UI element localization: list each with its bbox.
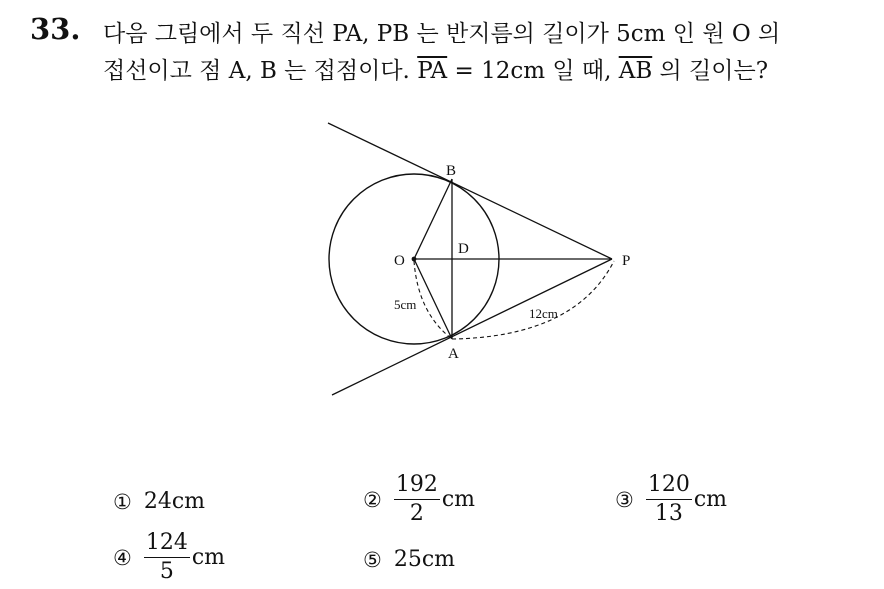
- choice-5-text: 25cm: [393, 547, 456, 572]
- label-a: A: [448, 346, 459, 362]
- radius-oa: [414, 259, 452, 339]
- choice-3[interactable]: [615, 472, 727, 527]
- center-point-o: [412, 257, 417, 262]
- choice-number-4: ④: [113, 545, 132, 570]
- question-line2-part-a: 접선이고 점 A, B 는 접점이다.: [103, 58, 418, 84]
- label-d: D: [458, 241, 469, 257]
- tangent-length-label: 12cm: [529, 306, 558, 321]
- question-number: 33.: [30, 12, 81, 46]
- choice-4-denominator: 5: [159, 559, 174, 584]
- label-b: B: [446, 163, 457, 179]
- question-line1-text: 다음 그림에서 두 직선 PA, PB 는 반지름의 길이가 5cm 인 원 O 의: [103, 21, 781, 47]
- choice-number-2: ②: [363, 487, 382, 512]
- question-text-line-1: [103, 15, 780, 48]
- choice-1[interactable]: [113, 489, 205, 514]
- choice-2-denominator: 2: [409, 501, 424, 526]
- question-line2-part-c: 의 길이는?: [652, 58, 769, 84]
- question-text-line-2: [103, 52, 768, 85]
- choice-number-5: ⑤: [363, 547, 382, 572]
- choice-number-1: ①: [113, 489, 132, 514]
- choice-2-unit: cm: [441, 487, 476, 512]
- dashed-arc-tangent: [452, 261, 614, 339]
- segment-ab: $\overline{AB}$: [618, 58, 653, 84]
- label-o: O: [394, 253, 405, 269]
- choice-2-fraction: [394, 472, 440, 527]
- choice-3-fraction: [646, 472, 692, 527]
- choice-4[interactable]: [113, 530, 225, 585]
- label-p: P: [622, 253, 631, 269]
- question-line2-part-b: = 12cm 일 때,: [447, 58, 619, 84]
- choice-2-numerator: 192: [394, 472, 440, 500]
- choice-1-text: 24cm: [143, 489, 206, 514]
- choice-number-3: ③: [615, 487, 634, 512]
- tangent-line-pb: [328, 123, 612, 259]
- choice-3-denominator: 13: [654, 501, 683, 526]
- segment-pa: $\overline{PA}$: [417, 58, 448, 84]
- choice-4-unit: cm: [191, 545, 226, 570]
- radius-ob: [414, 179, 452, 259]
- choice-4-numerator: 124: [144, 530, 190, 558]
- choice-2[interactable]: [363, 472, 475, 527]
- geometry-figure: [320, 115, 640, 405]
- choice-5[interactable]: [363, 547, 455, 572]
- choice-3-unit: cm: [693, 487, 728, 512]
- choice-3-numerator: 120: [646, 472, 692, 500]
- choice-4-fraction: [144, 530, 190, 585]
- radius-length-label: 5cm: [394, 297, 417, 312]
- tangent-line-pa: [332, 259, 612, 395]
